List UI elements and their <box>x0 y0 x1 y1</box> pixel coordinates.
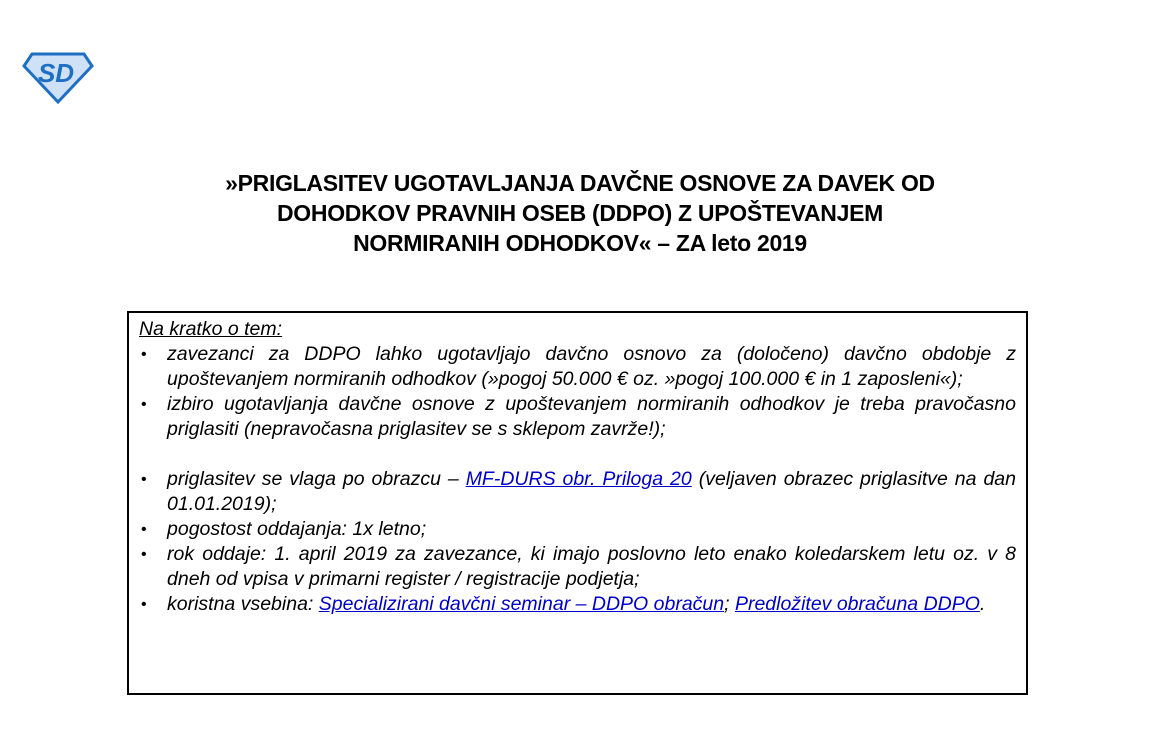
item-text: (veljaven obrazec priglasitve na dan 01.01.2019); <box>167 468 1016 515</box>
list-item <box>139 542 1016 592</box>
link-predlozitev-ddpo[interactable]: Predložitev obračuna DDPO <box>734 593 980 615</box>
page-title <box>130 168 1030 258</box>
title-line-2: DOHODKOV PRAVNIH OSEB (DDPO) Z UPOŠTEVANJEM <box>276 200 884 226</box>
summary-list <box>139 342 1016 617</box>
title-line-3: NORMIRANIH ODHODKOV« – ZA leto 2019 <box>353 230 807 256</box>
item-text: priglasitev se vlaga po obrazcu – <box>167 468 466 490</box>
list-item <box>139 592 1016 617</box>
bullet-icon: • <box>141 471 147 488</box>
link-mf-durs-priloga-20[interactable]: MF-DURS obr. Priloga 20 <box>465 468 692 490</box>
item-text: pogostost oddajanja: 1x letno; <box>167 518 427 540</box>
link-seminar-ddpo[interactable]: Specializirani davčni seminar – DDPO obračun <box>318 593 725 615</box>
summary-heading: Na kratko o tem: <box>139 318 283 340</box>
bullet-icon: • <box>141 521 147 538</box>
logo-letters: SD <box>37 58 75 88</box>
bullet-icon: • <box>141 346 147 363</box>
list-item <box>139 342 1016 392</box>
list-item <box>139 467 1016 517</box>
item-text: zavezanci za DDPO lahko ugotavljajo davčno osnovo za (določeno) davčno obdobje z upoštevanjem normiranih odhodkov (»pogoj 50.000 € oz. »pogoj 100.000 € in 1 zaposleni«); <box>167 343 1016 390</box>
list-item <box>139 517 1016 542</box>
bullet-icon: • <box>141 546 147 563</box>
item-text: rok oddaje: 1. april 2019 za zavezance, ki imajo poslovno leto enako koledarskem letu oz. v 8 dneh od vpisa v primarni register / registracije podjetja; <box>167 543 1016 590</box>
title-line-1: »PRIGLASITEV UGOTAVLJANJA DAVČNE OSNOVE ZA DAVEK OD <box>225 170 935 196</box>
sd-logo <box>22 50 94 104</box>
summary-box <box>127 311 1028 695</box>
shield-logo-icon <box>22 50 94 104</box>
bullet-icon: • <box>141 596 147 613</box>
item-text: . <box>979 593 986 615</box>
separator: ; <box>724 593 735 615</box>
bullet-icon: • <box>141 396 147 413</box>
item-text: izbiro ugotavljanja davčne osnove z upoštevanjem normiranih odhodkov je treba pravočasno priglasiti (nepravočasna priglasitev se s sklepom zavrže!); <box>167 393 1016 440</box>
list-item <box>139 392 1016 442</box>
item-text: koristna vsebina: <box>167 593 319 615</box>
